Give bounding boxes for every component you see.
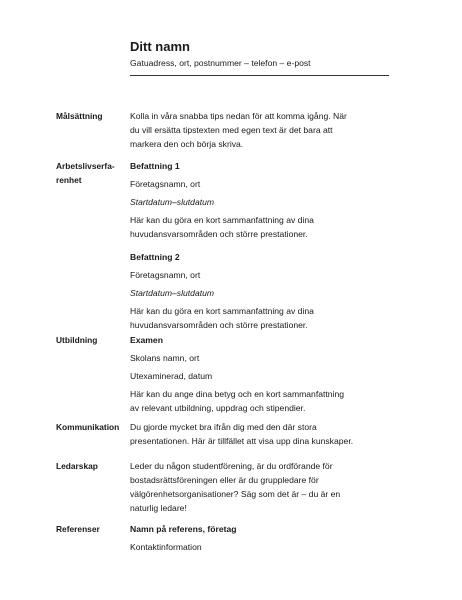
education-summary-line: av relevant utbildning, uppdrag och stipendier. — [130, 403, 306, 413]
references-label: Referenser — [56, 524, 100, 534]
education-content[interactable] — [130, 333, 394, 415]
leadership-label: Ledarskap — [56, 461, 98, 471]
contact-line[interactable]: Gatuadress, ort, postnummer – telefon – e-post — [130, 58, 311, 68]
job-summary-line: huvudansvarsområden och större prestationer. — [130, 229, 308, 239]
job-dates: Startdatum–slutdatum — [130, 288, 215, 298]
objective-line: du vill ersätta tipstexten med egen text är det bara att — [130, 125, 333, 135]
job-company: Företagsnamn, ort — [130, 179, 201, 189]
school: Skolans namn, ort — [130, 353, 200, 363]
leadership-line: Leder du någon studentförening, är du ordförande för — [130, 461, 333, 471]
education-summary-line: Här kan du ange dina betyg och en kort sammanfattning — [130, 389, 345, 399]
education-label: Utbildning — [56, 335, 98, 345]
job-dates: Startdatum–slutdatum — [130, 197, 215, 207]
job-company: Företagsnamn, ort — [130, 270, 201, 280]
reference-name: Namn på referens, företag — [130, 524, 237, 534]
communication-text[interactable] — [130, 420, 394, 448]
leadership-line: bostadsrättsföreningen eller är du gruppledare för — [130, 475, 319, 485]
your-name[interactable]: Ditt namn — [130, 39, 190, 54]
references-content[interactable] — [130, 522, 394, 554]
degree: Examen — [130, 335, 163, 345]
experience-label-line: renhet — [56, 175, 82, 185]
experience-content[interactable] — [130, 159, 394, 332]
job-summary-line: Här kan du göra en kort sammanfattning av dina — [130, 215, 314, 225]
communication-line: presentationen. Här är tillfället att visa upp dina kunskaper. — [130, 436, 354, 446]
communication-label: Kommunikation — [56, 422, 120, 432]
leadership-text[interactable] — [130, 459, 394, 515]
job-summary-line: Här kan du göra en kort sammanfattning av dina — [130, 306, 314, 316]
experience-label — [56, 159, 126, 187]
job-title: Befattning 1 — [130, 161, 180, 171]
experience-label-line: Arbetslivserfa- — [56, 161, 115, 171]
objective-line: markera den och börja skriva. — [130, 139, 244, 149]
objective-text[interactable] — [130, 109, 394, 151]
job-summary-line: huvudansvarsområden och större prestationer. — [130, 320, 308, 330]
graduation-date: Utexaminerad, datum — [130, 371, 213, 381]
leadership-line: välgörenhetsorganisationer? Säg som det är – du är en — [130, 489, 341, 499]
communication-line: Du gjorde mycket bra ifrån dig med den där stora — [130, 422, 317, 432]
objective-line: Kolla in våra snabba tips nedan för att komma igång. När — [130, 111, 347, 121]
job-title: Befattning 2 — [130, 252, 180, 262]
objective-label: Målsättning — [56, 111, 103, 121]
resume-header — [130, 38, 389, 76]
leadership-line: naturlig ledare! — [130, 503, 187, 513]
reference-contact: Kontaktinformation — [130, 542, 202, 552]
header-divider — [130, 75, 389, 76]
